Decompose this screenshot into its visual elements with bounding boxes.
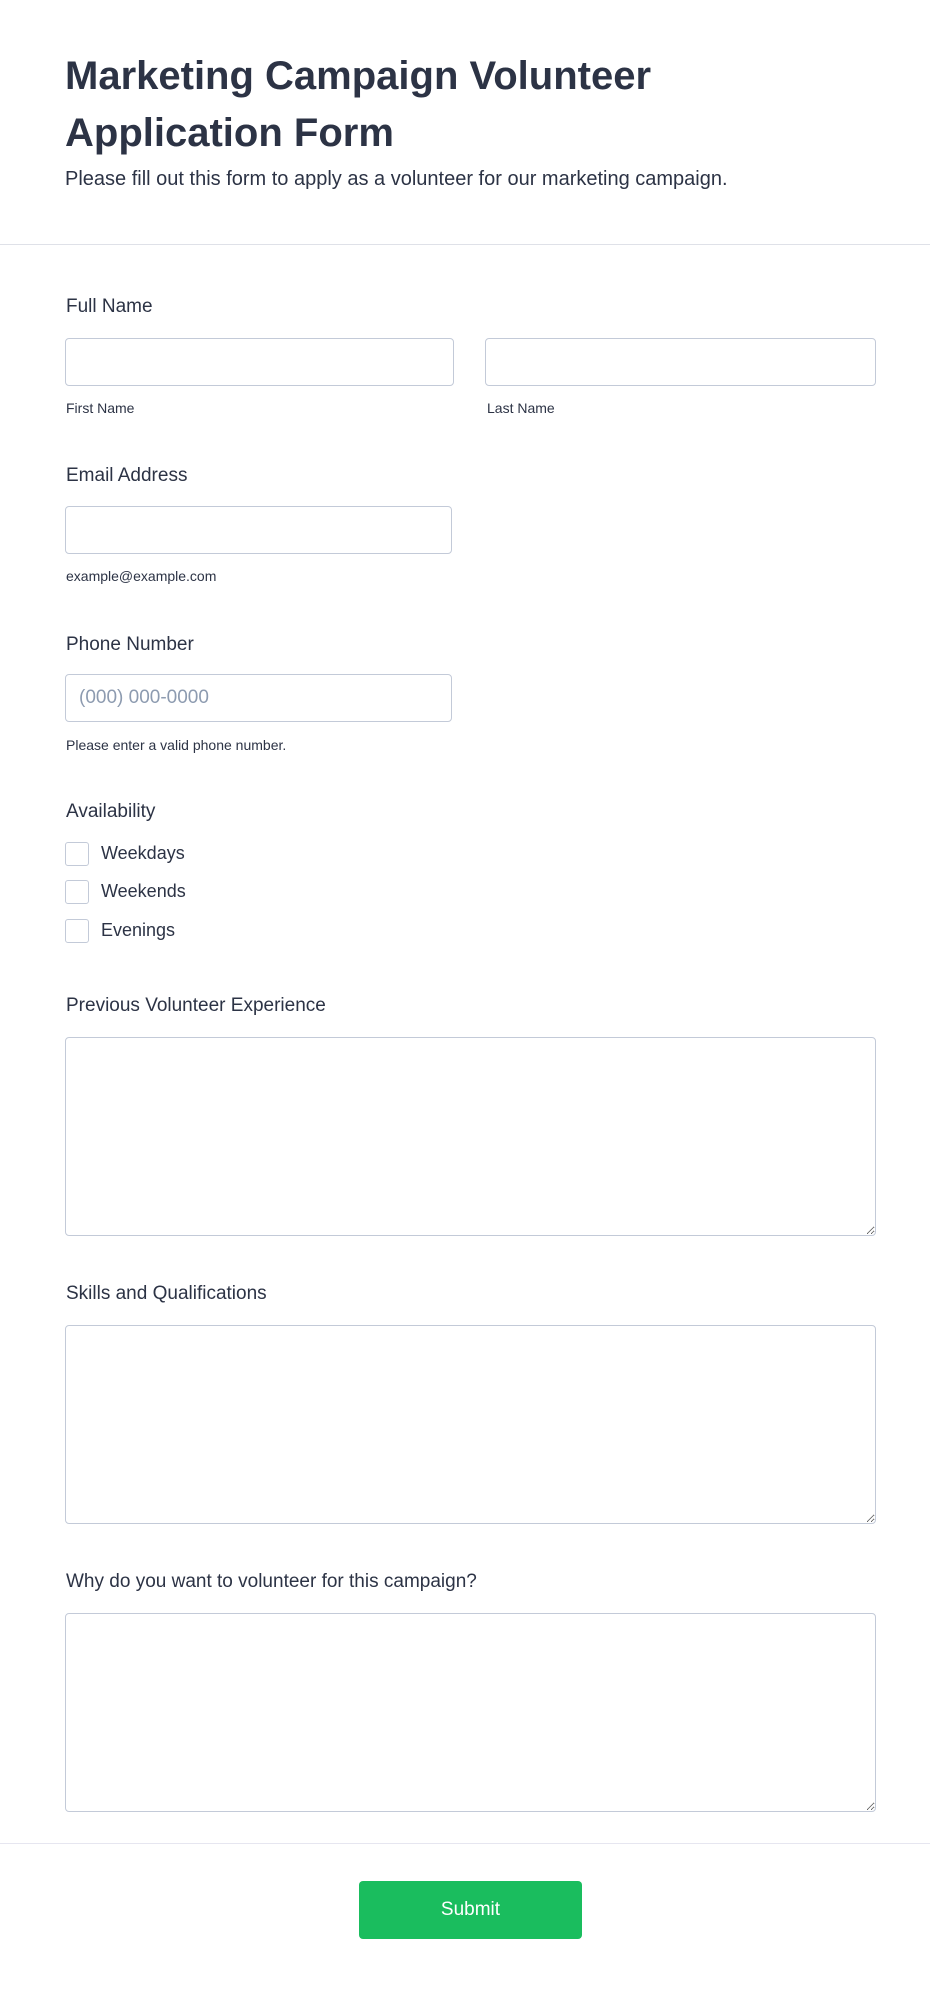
page-title: Marketing Campaign Volunteer Application Form xyxy=(65,54,652,155)
phone-label: Phone Number xyxy=(66,634,194,655)
footer-divider xyxy=(0,1843,930,1844)
phone-sublabel: Please enter a valid phone number. xyxy=(66,737,287,753)
last-name-input[interactable] xyxy=(485,338,876,386)
submit-button[interactable]: Submit xyxy=(359,1881,582,1939)
last-name-sublabel: Last Name xyxy=(487,400,555,416)
checkbox-evenings[interactable] xyxy=(65,919,89,943)
full-name-label: Full Name xyxy=(66,296,153,317)
experience-label: Previous Volunteer Experience xyxy=(66,995,326,1016)
first-name-sublabel: First Name xyxy=(66,400,135,416)
phone-input[interactable] xyxy=(65,674,452,722)
email-input[interactable] xyxy=(65,506,452,554)
experience-textarea[interactable] xyxy=(65,1037,876,1236)
checkbox-label-evenings[interactable]: Evenings xyxy=(101,920,176,940)
checkbox-weekdays[interactable] xyxy=(65,842,89,866)
page-subtitle: Please fill out this form to apply as a volunteer for our marketing campaign. xyxy=(65,168,728,190)
skills-textarea[interactable] xyxy=(65,1325,876,1524)
availability-label: Availability xyxy=(66,801,156,822)
checkbox-label-weekdays[interactable]: Weekdays xyxy=(101,843,185,863)
motivation-label: Why do you want to volunteer for this campaign? xyxy=(66,1571,477,1592)
checkbox-label-weekends[interactable]: Weekends xyxy=(101,881,186,901)
first-name-input[interactable] xyxy=(65,338,454,386)
header-divider xyxy=(0,244,930,245)
email-sublabel: example@example.com xyxy=(66,568,217,584)
skills-label: Skills and Qualifications xyxy=(66,1283,267,1304)
email-label: Email Address xyxy=(66,465,188,486)
motivation-textarea[interactable] xyxy=(65,1613,876,1812)
checkbox-weekends[interactable] xyxy=(65,880,89,904)
